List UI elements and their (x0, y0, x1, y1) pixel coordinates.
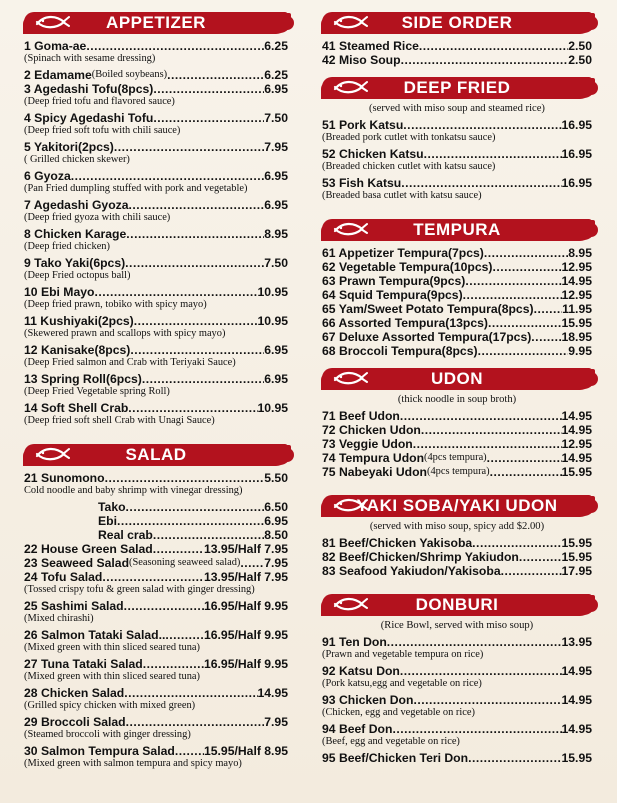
item-description: (Deep Fried Vegetable spring Roll) (24, 386, 170, 397)
item-name: 26 Salmon Tataki Salad.. (24, 628, 166, 642)
dot-leader (126, 227, 264, 241)
item-name: 93 Chicken Don (322, 693, 414, 707)
menu-item (24, 169, 288, 183)
item-price: 14.95 (561, 409, 592, 423)
item-price: 14.95 (257, 686, 288, 700)
item-name: 41 Steamed Rice (322, 39, 419, 53)
item-price: 15.95 (561, 751, 592, 765)
item-price: 6.95 (264, 82, 288, 96)
menu-item (24, 628, 288, 642)
menu-item (322, 635, 592, 649)
item-price: 6.95 (264, 343, 288, 357)
item-name: 63 Prawn Tempura(9pcs) (322, 274, 466, 288)
menu-item (24, 82, 288, 96)
dot-leader (534, 302, 563, 316)
item-description: (Tossed crispy tofu & green salad with ginger dressing) (24, 584, 255, 595)
menu-item (24, 198, 288, 212)
dot-leader (105, 471, 265, 485)
menu-item (322, 344, 592, 358)
appetizer-section (24, 10, 288, 427)
dot-leader (126, 500, 265, 514)
item-price: 14.95 (561, 274, 592, 288)
section-note: (Rice Bowl, served with miso soup) (380, 620, 534, 631)
item-name: Ebi (98, 514, 117, 528)
dot-leader (129, 198, 265, 212)
menu-item (322, 288, 592, 302)
menu-item (322, 722, 592, 736)
menu-item (322, 437, 592, 451)
item-description: (Deep fried tofu and flavored sauce) (24, 96, 175, 107)
dot-leader (401, 176, 561, 190)
dot-leader (463, 288, 562, 302)
dot-leader (478, 344, 569, 358)
menu-item (24, 256, 288, 270)
item-name: 22 House Green Salad (24, 542, 153, 556)
item-name: 94 Beef Don (322, 722, 393, 736)
item-price: 16.95/Half 9.95 (203, 657, 288, 671)
item-price: 17.95 (561, 564, 592, 578)
item-price: 7.95 (264, 715, 288, 729)
item-name: 66 Assorted Tempura(13pcs) (322, 316, 488, 330)
item-name: 2 Edamame (24, 68, 92, 82)
item-name: 68 Broccoli Tempura(8pcs) (322, 344, 478, 358)
item-name: 7 Agedashi Gyoza (24, 198, 129, 212)
menu-item (322, 316, 592, 330)
item-price: 6.95 (264, 514, 288, 528)
dot-leader (501, 564, 562, 578)
item-name: 8 Chicken Karage (24, 227, 127, 241)
item-price: 16.95/Half 9.95 (203, 599, 288, 613)
dot-leader (465, 274, 561, 288)
dot-leader (413, 437, 562, 451)
menu-item (24, 556, 288, 570)
item-description: (Deep Fried salmon and Crab with Teriyaki Sauce) (24, 357, 236, 368)
item-description: (Beef, egg and vegetable on rice) (322, 736, 460, 747)
item-name: 73 Veggie Udon (322, 437, 413, 451)
menu-item (24, 657, 288, 671)
menu-item (322, 465, 592, 479)
item-name: 92 Katsu Don (322, 664, 400, 678)
item-description: ( Grilled chicken skewer) (24, 154, 130, 165)
dot-leader (490, 465, 562, 479)
section-title: DONBURI (415, 595, 499, 614)
udon-section (322, 366, 592, 479)
item-name: 81 Beef/Chicken Yakisoba (322, 536, 473, 550)
item-price: 16.95 (561, 147, 592, 161)
dot-leader (424, 147, 562, 161)
menu-item (322, 451, 592, 465)
item-name: 29 Broccoli Salad (24, 715, 126, 729)
menu-item (322, 53, 592, 67)
menu-item (322, 330, 592, 344)
menu-item (24, 514, 288, 528)
item-name: 14 Soft Shell Crab (24, 401, 129, 415)
left-column (24, 10, 288, 773)
item-description: (Mixed green with thin sliced seared tuna) (24, 671, 201, 682)
item-name: 10 Ebi Mayo (24, 285, 95, 299)
menu-item (24, 471, 288, 485)
salad-section (24, 442, 288, 770)
section-title: DEEP FRIED (403, 78, 511, 97)
menu-item (322, 147, 592, 161)
item-description: (Pan Fried dumpling stuffed with pork and vegetable) (24, 183, 248, 194)
menu-item (322, 564, 592, 578)
item-name: Real crab (98, 528, 153, 542)
item-price: 14.95 (561, 722, 592, 736)
item-name: 6 Gyoza (24, 169, 71, 183)
menu-item (322, 274, 592, 288)
section-title: YAKI SOBA/YAKI UDON (356, 496, 558, 515)
dot-leader (401, 53, 569, 67)
item-name: 52 Chicken Katsu (322, 147, 424, 161)
item-name: 1 Goma-ae (24, 39, 87, 53)
menu-item (322, 118, 592, 132)
menu-item (322, 664, 592, 678)
section-note: (served with miso soup and steamed rice) (369, 103, 545, 114)
item-description: (Mixed chirashi) (24, 613, 94, 624)
item-name: 42 Miso Soup (322, 53, 401, 67)
item-price: 13.95/Half 7.95 (203, 570, 288, 584)
item-description: (Deep fried prawn, tobiko with spicy mayo) (24, 299, 207, 310)
item-price: 8.50 (264, 528, 288, 542)
item-description: (Mixed green with salmon tempura and spicy mayo) (24, 758, 242, 769)
item-description: (Deep fried gyoza with chili sauce) (24, 212, 171, 223)
item-inline-note: (4pcs tempura) (427, 466, 490, 477)
menu-item (24, 500, 288, 514)
menu-item (24, 744, 288, 758)
item-name: 62 Vegetable Tempura(10pcs) (322, 260, 493, 274)
item-description: Cold noodle and baby shrimp with vinegar dressing) (24, 485, 243, 496)
side-order-section (322, 10, 592, 67)
dot-leader (153, 542, 204, 556)
dot-leader (175, 744, 204, 758)
dot-leader (167, 68, 264, 82)
dot-leader (531, 330, 561, 344)
menu-item (322, 423, 592, 437)
item-price: 8.95 (568, 246, 592, 260)
item-price: 2.50 (568, 53, 592, 67)
menu-item (24, 285, 288, 299)
dot-leader (403, 118, 561, 132)
item-price: 6.95 (264, 198, 288, 212)
item-price: 14.95 (561, 693, 592, 707)
item-name: 83 Seafood Yakiudon/Yakisoba (322, 564, 501, 578)
item-price: 6.95 (264, 372, 288, 386)
dot-leader (126, 715, 265, 729)
item-price: 15.95 (561, 316, 592, 330)
item-description: (Deep Fried octopus ball) (24, 270, 131, 281)
item-name: 4 Spicy Agedashi Tofu (24, 111, 154, 125)
item-description: (Breaded chicken cutlet with katsu sauce) (322, 161, 496, 172)
menu-item (24, 715, 288, 729)
item-name: 95 Beef/Chicken Teri Don (322, 751, 469, 765)
menu-item (322, 693, 592, 707)
item-price: 16.95/Half 9.95 (203, 628, 288, 642)
item-name: 21 Sunomono (24, 471, 105, 485)
dot-leader (153, 528, 264, 542)
item-name: 3 Agedashi Tofu(8pcs) (24, 82, 154, 96)
item-name: 91 Ten Don (322, 635, 387, 649)
item-description: (Chicken, egg and vegetable on rice) (322, 707, 475, 718)
menu-item (322, 39, 592, 53)
dot-leader (125, 256, 264, 270)
item-name: 82 Beef/Chicken/Shrimp Yakiudon (322, 550, 519, 564)
item-inline-note: (4pcs tempura) (424, 452, 487, 463)
dot-leader (421, 423, 562, 437)
right-column (322, 10, 592, 765)
item-name: 5 Yakitori(2pcs) (24, 140, 114, 154)
item-name: 65 Yam/Sweet Potato Tempura(8pcs) (322, 302, 534, 316)
item-price: 12.95 (561, 260, 592, 274)
item-price: 7.50 (264, 256, 288, 270)
dot-leader (124, 599, 204, 613)
dot-leader (487, 451, 562, 465)
item-inline-note: (Boiled soybeans) (91, 69, 168, 80)
dot-leader (124, 686, 257, 700)
item-name: 72 Chicken Udon (322, 423, 421, 437)
deep-fried-section (322, 75, 592, 202)
item-price: 18.95 (561, 330, 592, 344)
menu-item (24, 542, 288, 556)
section-title: UDON (430, 369, 484, 388)
dot-leader (143, 657, 204, 671)
item-price: 12.95 (561, 437, 592, 451)
item-description: (Prawn and vegetable tempura on rice) (322, 649, 484, 660)
item-price: 13.95/Half 7.95 (203, 542, 288, 556)
menu-item (322, 409, 592, 423)
menu-item (24, 343, 288, 357)
item-name: 27 Tuna Tataki Salad (24, 657, 143, 671)
item-name: 23 Seaweed Salad (24, 556, 130, 570)
item-description: (Deep fried soft shell Crab with Unagi Sauce) (24, 415, 215, 426)
tempura-section (322, 217, 592, 358)
item-price: 16.95 (561, 118, 592, 132)
dot-leader (153, 82, 264, 96)
dot-leader (134, 314, 258, 328)
menu-item (322, 751, 592, 765)
section-banner (322, 10, 592, 36)
item-price: 7.95 (264, 140, 288, 154)
dot-leader (400, 409, 562, 423)
item-price: 13.95 (561, 635, 592, 649)
section-banner (322, 493, 592, 519)
section-banner (322, 592, 592, 618)
menu-item (24, 401, 288, 415)
dot-leader (468, 751, 561, 765)
item-price: 6.25 (264, 68, 288, 82)
dot-leader (387, 635, 562, 649)
item-price: 10.95 (257, 285, 288, 299)
dot-leader (86, 39, 264, 53)
item-description: (Breaded pork cutlet with tonkatsu sauce) (322, 132, 496, 143)
item-price: 2.50 (568, 39, 592, 53)
dot-leader (413, 693, 561, 707)
section-title: TEMPURA (413, 220, 501, 239)
dot-leader (492, 260, 561, 274)
menu-item (24, 570, 288, 584)
item-name: 74 Tempura Udon (322, 451, 425, 465)
item-name: 67 Deluxe Assorted Tempura(17pcs) (322, 330, 532, 344)
dot-leader (240, 556, 264, 570)
dot-leader (94, 285, 257, 299)
dot-leader (102, 570, 204, 584)
dot-leader (128, 401, 257, 415)
item-name: 61 Appetizer Tempura(7pcs) (322, 246, 484, 260)
section-note: (thick noodle in soup broth) (397, 394, 517, 405)
menu-item (24, 686, 288, 700)
dot-leader (519, 550, 562, 564)
section-banner (24, 10, 288, 36)
menu-item (24, 528, 288, 542)
item-price: 8.95 (264, 227, 288, 241)
item-name: 24 Tofu Salad (24, 570, 103, 584)
menu-item (322, 536, 592, 550)
item-name: 9 Tako Yaki(6pcs) (24, 256, 126, 270)
menu-item (322, 260, 592, 274)
dot-leader (117, 514, 264, 528)
donburi-section (322, 592, 592, 765)
menu-item (322, 246, 592, 260)
dot-leader (484, 246, 568, 260)
item-price: 11.95 (562, 302, 592, 316)
menu-item (24, 140, 288, 154)
dot-leader (165, 628, 204, 642)
menu-item (24, 372, 288, 386)
item-name: 12 Kanisake(8pcs) (24, 343, 131, 357)
item-description: (Deep fried chicken) (24, 241, 110, 252)
item-price: 10.95 (257, 401, 288, 415)
item-description: (Skewered prawn and scallops with spicy mayo) (24, 328, 226, 339)
item-description: (Mixed green with thin sliced seared tuna) (24, 642, 201, 653)
item-description: (Pork katsu,egg and vegetable on rice) (322, 678, 482, 689)
dot-leader (400, 664, 562, 678)
item-price: 6.95 (264, 169, 288, 183)
item-price: 15.95 (561, 536, 592, 550)
item-price: 15.95/Half 8.95 (203, 744, 288, 758)
menu-item (24, 599, 288, 613)
menu-item (322, 550, 592, 564)
dot-leader (419, 39, 568, 53)
dot-leader (472, 536, 561, 550)
menu-item (24, 111, 288, 125)
item-price: 14.95 (561, 451, 592, 465)
item-name: Tako (98, 500, 126, 514)
item-price: 5.50 (264, 471, 288, 485)
section-banner (322, 217, 592, 243)
item-name: 64 Squid Tempura(9pcs) (322, 288, 463, 302)
item-name: 30 Salmon Tempura Salad (24, 744, 175, 758)
item-name: 71 Beef Udon (322, 409, 400, 423)
item-name: 75 Nabeyaki Udon (322, 465, 427, 479)
section-note: (served with miso soup, spicy add $2.00) (369, 521, 545, 532)
item-name: 11 Kushiyaki(2pcs) (24, 314, 134, 328)
dot-leader (114, 140, 264, 154)
section-title: APPETIZER (106, 13, 206, 32)
section-banner (24, 442, 288, 468)
item-name: 13 Spring Roll(6pcs) (24, 372, 142, 386)
item-price: 16.95 (561, 176, 592, 190)
item-price: 7.95 (264, 556, 288, 570)
item-price: 9.95 (568, 344, 592, 358)
item-price: 12.95 (561, 288, 592, 302)
item-description: (Grilled spicy chicken with mixed green) (24, 700, 196, 711)
dot-leader (488, 316, 562, 330)
dot-leader (142, 372, 264, 386)
menu-item (322, 176, 592, 190)
item-price: 14.95 (561, 423, 592, 437)
item-price: 15.95 (561, 465, 592, 479)
item-name: 25 Sashimi Salad (24, 599, 124, 613)
item-description: (Deep fried soft tofu with chili sauce) (24, 125, 181, 136)
menu-item (24, 227, 288, 241)
item-name: 28 Chicken Salad (24, 686, 125, 700)
item-inline-note: (Seasoning seaweed salad) (129, 557, 241, 568)
item-name: 53 Fish Katsu (322, 176, 402, 190)
menu-item (24, 314, 288, 328)
item-name: 51 Pork Katsu (322, 118, 404, 132)
item-price: 14.95 (561, 664, 592, 678)
section-banner (322, 75, 592, 101)
section-title: SALAD (125, 445, 187, 464)
item-price: 7.50 (264, 111, 288, 125)
item-description: (Spinach with sesame dressing) (24, 53, 156, 64)
section-banner (322, 366, 592, 392)
yaki-soba-section (322, 493, 592, 578)
menu-item (24, 39, 288, 53)
item-description: (Breaded basa cutlet with katsu sauce) (322, 190, 482, 201)
dot-leader (153, 111, 264, 125)
item-description: (Steamed broccoli with ginger dressing) (24, 729, 191, 740)
item-price: 15.95 (561, 550, 592, 564)
item-price: 6.50 (264, 500, 288, 514)
dot-leader (392, 722, 561, 736)
dot-leader (71, 169, 265, 183)
section-title: SIDE ORDER (401, 13, 513, 32)
item-price: 10.95 (257, 314, 288, 328)
item-price: 6.25 (264, 39, 288, 53)
dot-leader (130, 343, 264, 357)
menu-item (24, 68, 288, 82)
menu-item (322, 302, 592, 316)
